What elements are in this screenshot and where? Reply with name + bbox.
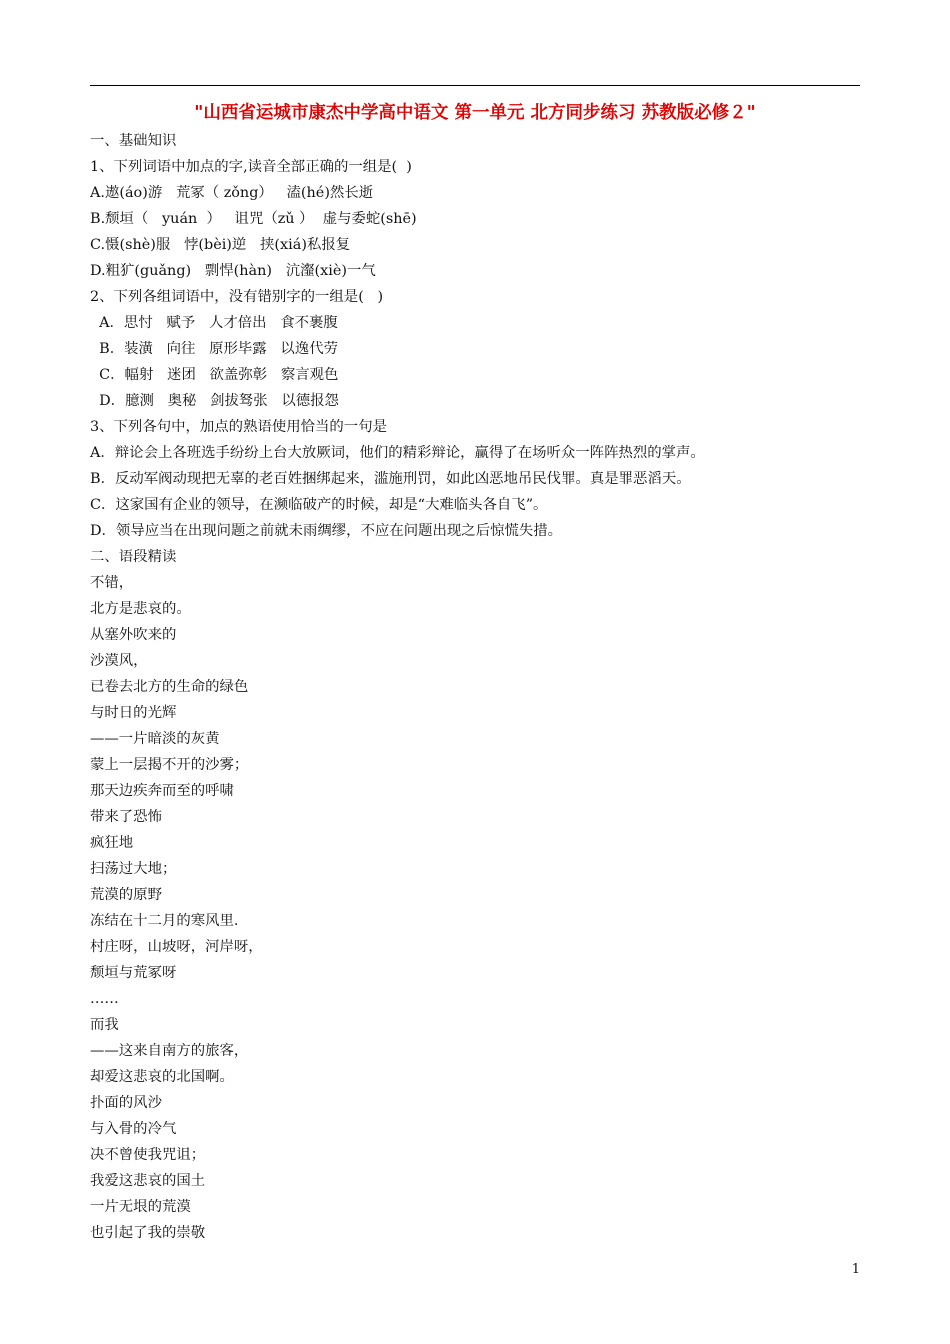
text-line: 而我 — [90, 1017, 119, 1033]
text-line: D．臆测 奥秘 剑拔驽张 以德报怨 — [90, 393, 339, 409]
text-line: 与入骨的冷气 — [90, 1121, 177, 1137]
text-line: 带来了恐怖 — [90, 809, 162, 825]
header-rule — [90, 85, 860, 86]
text-line: D.粗犷(guǎng) 剽悍(hàn) 沆瀣(xiè)一气 — [90, 263, 376, 279]
text-line: 蒙上一层揭不开的沙雾； — [90, 757, 249, 773]
text-line: C．这家国有企业的领导，在濒临破产的时候，却是“大难临头各自飞”。 — [90, 497, 548, 513]
text-line: 那天边疾奔而至的呼啸 — [90, 783, 234, 799]
text-line: …… — [90, 991, 119, 1007]
text-line: 颓垣与荒冢呀 — [90, 965, 177, 981]
text-line: 村庄呀，山坡呀，河岸呀， — [90, 939, 263, 955]
text-line: 扑面的风沙 — [90, 1095, 162, 1111]
text-line: B．装潢 向往 原形毕露 以逸代劳 — [90, 341, 338, 357]
text-line: 我爱这悲哀的国土 — [90, 1173, 206, 1189]
text-line: 3、下列各句中，加点的熟语使用恰当的一句是 — [90, 419, 387, 435]
text-line: 不错， — [90, 575, 134, 591]
text-line: 却爱这悲哀的北国啊。 — [90, 1069, 234, 1085]
text-line: 二、语段精读 — [90, 549, 177, 565]
text-line: 也引起了我的崇敬 — [90, 1225, 206, 1241]
text-line: 北方是悲哀的。 — [90, 601, 191, 617]
text-line: 决不曾使我咒诅； — [90, 1147, 206, 1163]
text-line: B.颓垣（ yuán ） 诅咒（zǔ ） 虚与委蛇(shē) — [90, 211, 417, 227]
text-line: 与时日的光辉 — [90, 705, 177, 721]
text-line: C．幅射 迷团 欲盖弥彰 察言观色 — [90, 367, 339, 383]
text-line: 沙漠风， — [90, 653, 148, 669]
text-line: 扫荡过大地； — [90, 861, 177, 877]
text-line: C.慑(shè)服 悖(bèi)逆 挟(xiá)私报复 — [90, 237, 351, 253]
text-line: D．领导应当在出现问题之前就未雨绸缪，不应在问题出现之后惊慌失措。 — [90, 523, 563, 539]
document-title: "山西省运城市康杰中学高中语文 第一单元 北方同步练习 苏教版必修２" — [194, 103, 756, 123]
document-body — [90, 128, 870, 1246]
text-line: 从塞外吹来的 — [90, 627, 177, 643]
text-line: 已卷去北方的生命的绿色 — [90, 679, 249, 695]
text-line: 疯狂地 — [90, 835, 134, 851]
page-number: 1 — [851, 1262, 860, 1277]
text-line: A.遨(áo)游 荒冢（ zǒng） 溘(hé)然长逝 — [90, 185, 374, 201]
text-line: 荒漠的原野 — [90, 887, 162, 903]
text-line: 1、下列词语中加点的字,读音全部正确的一组是( ) — [90, 159, 412, 175]
text-line: ——一片暗淡的灰黄 — [90, 731, 220, 747]
text-line: A．辩论会上各班选手纷纷上台大放厥词，他们的精彩辩论，赢得了在场听众一阵阵热烈的掌声。 — [90, 445, 705, 461]
text-line: 冻结在十二月的寒风里. — [90, 913, 239, 929]
text-line: 一片无垠的荒漠 — [90, 1199, 191, 1215]
text-line: ——这来自南方的旅客， — [90, 1043, 249, 1059]
text-line: 2、下列各组词语中，没有错别字的一组是( ) — [90, 289, 384, 305]
text-line: A．思忖 赋予 人才倍出 食不裹腹 — [90, 315, 338, 331]
text-line: B．反动军阀动现把无辜的老百姓捆绑起来，滥施刑罚，如此凶恶地吊民伐罪。真是罪恶滔天。 — [90, 471, 691, 487]
text-line: 一、基础知识 — [90, 133, 177, 149]
